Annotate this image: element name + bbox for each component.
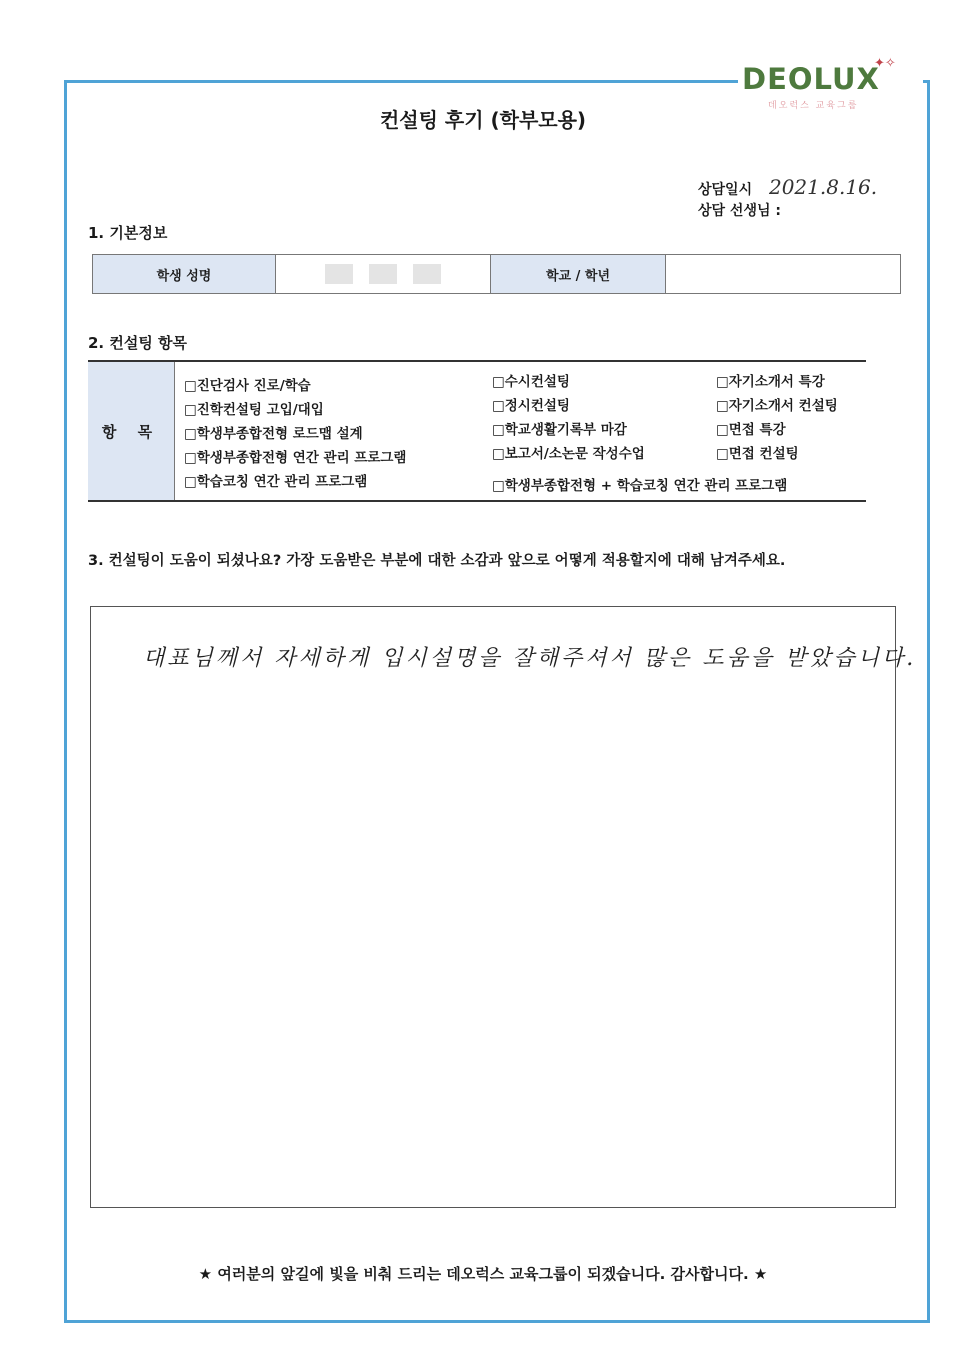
checkbox-annual-management[interactable]: □학생부종합전형 연간 관리 프로그램 (184, 450, 407, 466)
page-title: 컨설팅 후기 (학부모용) (379, 108, 587, 132)
checkbox-roadmap-design[interactable]: □학생부종합전형 로드맵 설계 (184, 426, 363, 442)
logo-subtitle: 데오럭스 교육그룹 (768, 101, 859, 111)
consult-teacher-label: 상담 선생님 : (698, 203, 781, 219)
footer-message: ★ 여러분의 앞길에 빛을 비춰 드리는 데오럭스 교육그룹이 되겠습니다. 감사합니다. ★ (198, 1265, 768, 1283)
checkbox-admission-consulting[interactable]: □진학컨설팅 고입/대입 (184, 402, 324, 418)
checkbox-interview-consulting[interactable]: □면접 컨설팅 (716, 446, 799, 462)
consult-date-label: 상담일시 (698, 182, 753, 198)
redacted-name-block (369, 264, 397, 284)
consult-date (698, 175, 877, 199)
checkbox-diagnostic-test[interactable]: □진단검사 진로/학습 (184, 378, 311, 394)
checkbox-interview-lecture[interactable]: □면접 특강 (716, 422, 786, 438)
feedback-answer-box[interactable] (90, 606, 917, 1208)
logo: DEOLUX (742, 62, 880, 96)
student-name-label: 학생 성명 (93, 255, 276, 294)
checkbox-self-intro-lecture[interactable]: □자기소개서 특강 (716, 374, 825, 390)
feedback-question: 3. 컨설팅이 도움이 되셨나요? 가장 도움받은 부분에 대한 소감과 앞으로 어떻게 적용할지에 대해 남겨주세요. (88, 553, 786, 569)
redacted-name-block (325, 264, 353, 284)
section-basic-info-heading: 1. 기본정보 (88, 224, 168, 242)
basic-info-table (92, 254, 901, 294)
school-grade-value (666, 255, 901, 294)
items-row-label: 항 목 (88, 362, 175, 500)
redacted-name-block (413, 264, 441, 284)
consult-date-value: 2021.8.16. (768, 175, 878, 199)
consulting-items-table (88, 360, 866, 502)
checkbox-combined-program[interactable]: □학생부종합전형 + 학습코칭 연간 관리 프로그램 (492, 478, 788, 494)
school-grade-label: 학교 / 학년 (491, 255, 666, 294)
star-icon: ✦✧ (874, 56, 896, 71)
checkbox-school-record[interactable]: □학교생활기록부 마감 (492, 422, 627, 438)
student-name-value (276, 255, 491, 294)
checkbox-report-writing[interactable]: □보고서/소논문 작성수업 (492, 446, 645, 462)
checkbox-learning-coaching[interactable]: □학습코칭 연간 관리 프로그램 (184, 474, 368, 490)
checkbox-regular-admission[interactable]: □정시컨설팅 (492, 398, 570, 414)
section-items-heading: 2. 컨설팅 항목 (88, 334, 188, 352)
checkbox-early-admission[interactable]: □수시컨설팅 (492, 374, 570, 390)
feedback-answer-text: 대표님께서 자세하게 입시설명을 잘해주셔서 많은 도움을 받았습니다. (143, 646, 917, 671)
checkbox-self-intro-consulting[interactable]: □자기소개서 컨설팅 (716, 398, 838, 414)
